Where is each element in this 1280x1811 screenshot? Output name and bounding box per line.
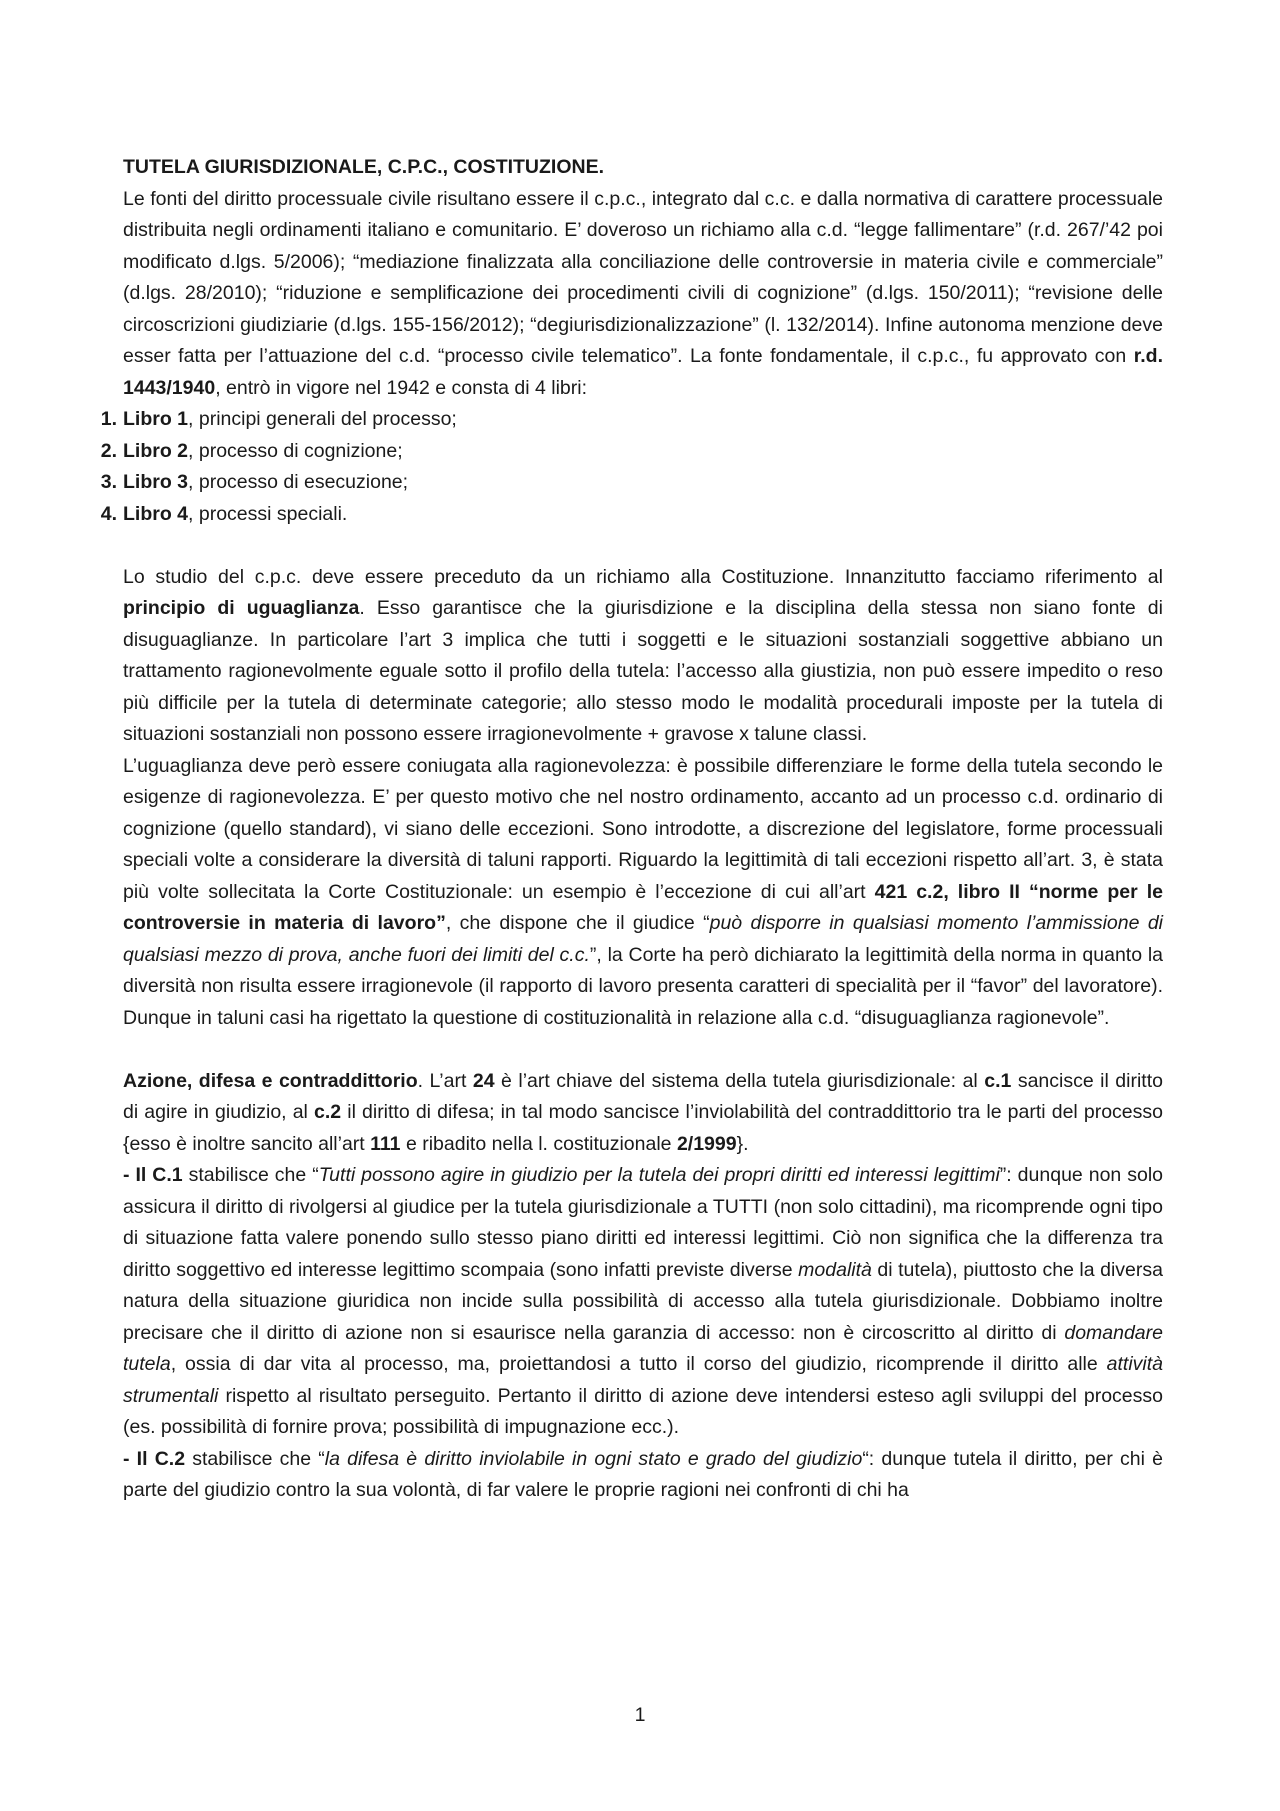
paragraph-uguaglianza: Lo studio del c.p.c. deve essere preceduto da un richiamo alla Costituzione. Innanzitutto facciamo riferimento al principio di uguaglianza. Esso garantisce che la giurisdizione e la disciplina della stessa non siano fonte di disuguaglianze. In particolare l’art 3 implica che tutti i soggetti e le situazioni sostanziali soggettive abbiano un trattamento ragionevolmente eguale sotto il profilo della tutela: l’accesso alla giustizia, non può essere impedito o reso più difficile per la tutela di determinate categorie; allo stesso modo le modalità procedurali imposte per la tutela di situazioni sostanziali non possono essere irragionevolmente + gravose x talune classi. [123,565,1163,745]
paragraph-fonti: Le fonti del diritto processuale civile risultano essere il c.p.c., integrato dal c.c. e dalla normativa di carattere processuale distribuita negli ordinamenti italiano e comunitario. E’ doveroso un richiamo alla c.d. “legge fallimentare” (r.d. 267/’42 poi modificato d.lgs. 5/2006); “mediazione finalizzata alla conciliazione delle controversie in materia civile e commerciale” (d.lgs. 28/2010); “riduzione e semplificazione dei procedimenti civili di cognizione” (d.lgs. 150/2011); “revisione delle circoscrizioni giudiziarie (d.lgs. 155-156/2012); “degiurisdizionalizzazione” (l. 132/2014). Infine autonoma menzione deve esser fatta per l’attuazione del c.d. “processo civile telematico”. La fonte fondamentale, il c.p.c., fu approvato con r.d. 1443/1940, entrò in vigore nel 1942 e consta di 4 libri: [123,187,1163,399]
list-item: 4. Libro 4, processi speciali. [100,502,348,525]
list-item: 3. Libro 3, processo di esecuzione; [100,471,409,493]
paragraph-ragionevolezza: L’uguaglianza deve però essere coniugata alla ragionevolezza: è possibile differenziare le forme della tutela secondo le esigenze di ragionevolezza. E’ per questo motivo che nel nostro ordinamento, accanto ad un processo c.d. ordinario di cognizione (quello standard), vi siano delle eccezioni. Sono introdotte, a discrezione del legislatore, forme processuali speciali volte a considerare la diversità di taluni rapporti. Riguardo la legittimità di tali eccezioni rispetto all’art. 3, è stata più volte sollecitata la Corte Costituzionale: un esempio è l’eccezione di cui all’art 421 c.2, libro II “norme per le controversie in materia di lavoro”, che dispone che il giudice “può disporre in qualsiasi momento l’ammissione di qualsiasi mezzo di prova, anche fuori dei limiti del c.c.”, la Corte ha però dichiarato la legittimità della norma in quanto la diversità non risulta essere irragionevole (il rapporto di lavoro presenta caratteri di specialità per il “favor” del lavoratore). Dunque in taluni casi ha rigettato la questione di costituzionalità in relazione alla c.d. “disuguaglianza ragionevole”. [123,754,1163,1029]
paragraph-azione-difesa: Azione, difesa e contraddittorio. L’art 24 è l’art chiave del sistema della tutela giurisdizionale: al c.1 sancisce il diritto di agire in giudizio, al c.2 il diritto di difesa; in tal modo sancisce l’inviolabilità del contraddittorio tra le parti del processo {esso è inoltre sancito all’art 111 e ribadito nella l. costituzionale 2/1999}. [123,1069,1163,1155]
spacer [123,530,1163,562]
spacer [123,1034,1163,1066]
document-body [100,152,1164,1507]
libri-list [100,404,1163,530]
list-item: 2. Libro 2, processo di cognizione; [100,439,403,462]
paragraph-comma-2: - Il C.2 stabilisce che “la difesa è diritto inviolabile in ogni stato e grado del giudizio“: dunque tutela il diritto, per chi è parte del giudizio contro la sua volontà, di far valere le proprie ragioni nei confronti di chi ha [123,1447,1163,1501]
page-number: 1 [634,1704,646,1726]
document-title: TUTELA GIURISDIZIONALE, C.P.C., COSTITUZIONE. [123,156,605,178]
list-item: 1. Libro 1, principi generali del processo; [100,408,457,430]
paragraph-comma-1: - Il C.1 stabilisce che “Tutti possono agire in giudizio per la tutela dei propri diritti ed interessi legittimi”: dunque non solo assicura il diritto di rivolgersi al giudice per la tutela giurisdizionale a TUTTI (non solo cittadini), ma ricomprende ogni tipo di situazione fatta valere ponendo sullo stesso piano diritti ed interessi legittimi. Ciò non significa che la differenza tra diritto soggettivo ed interesse legittimo scompaia (sono infatti previste diverse modalità di tutela), piuttosto che la diversa natura della situazione giuridica non incide sulla possibilità di accesso alla tutela giurisdizionale. Dobbiamo inoltre precisare che il diritto di azione non si esaurisce nella garanzia di accesso: non è circoscritto al diritto di domandare tutela, ossia di dar vita al processo, ma, proiettandosi a tutto il corso del giudizio, ricomprende il diritto alle attività strumentali rispetto al risultato perseguito. Pertanto il diritto di azione deve intendersi esteso agli sviluppi del processo (es. possibilità di fornire prova; possibilità di impugnazione ecc.). [123,1164,1164,1438]
